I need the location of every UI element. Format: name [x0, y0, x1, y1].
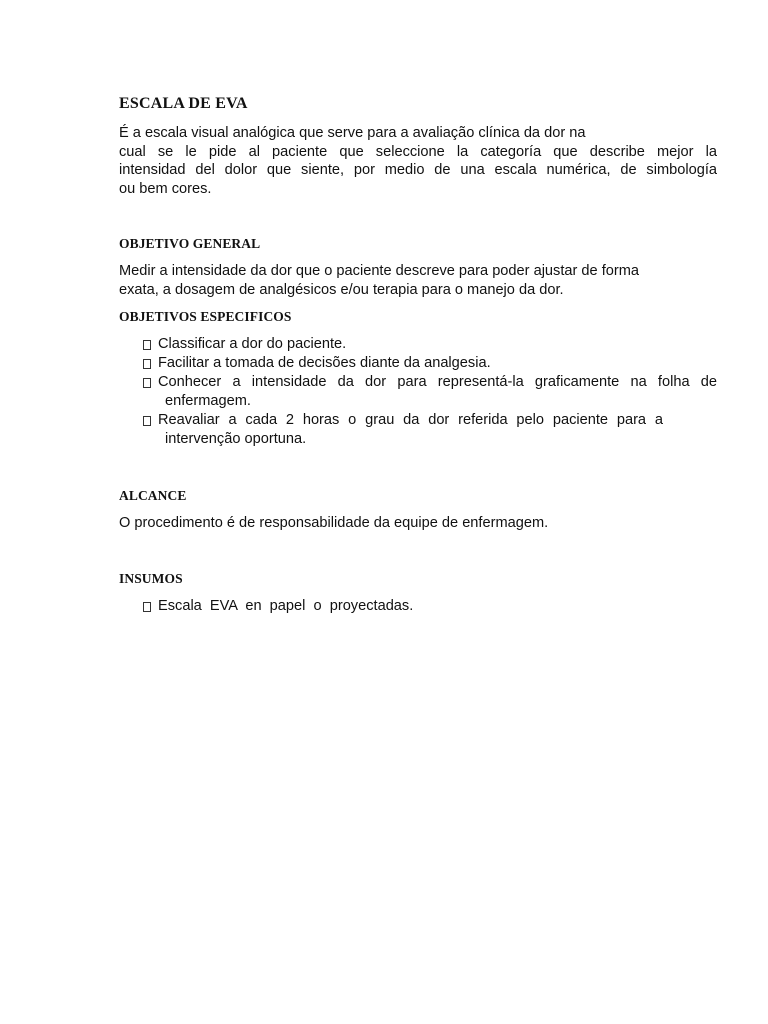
- intro-line-4: ou bem cores.: [119, 180, 212, 197]
- bullet-box-icon: [143, 378, 151, 388]
- list-item: [143, 597, 717, 616]
- list-item: [143, 411, 717, 449]
- list-item-line: enfermagem.: [165, 393, 251, 409]
- objetivos-especificos-list: [143, 335, 717, 449]
- list-item-line: Escala EVA en papel o proyectadas.: [158, 598, 414, 614]
- list-item-line: Conhecer a intensidade da dor para representá-la graficamente na folha de: [158, 374, 717, 390]
- list-item-line: Reavaliar a cada 2 horas o grau da dor referida pelo paciente para a: [158, 412, 663, 428]
- bullet-box-icon: [143, 340, 151, 350]
- objetivo-general-paragraph: [119, 262, 717, 299]
- insumos-list: [143, 597, 717, 616]
- bullet-box-icon: [143, 602, 151, 612]
- list-item-line: Classificar a dor do paciente.: [158, 336, 347, 352]
- document-title: ESCALA DE EVA: [119, 95, 248, 112]
- alcance-heading: ALCANCE: [119, 488, 187, 503]
- list-item-line: Facilitar a tomada de decisões diante da analgesia.: [158, 355, 491, 371]
- list-item: [143, 335, 717, 354]
- intro-line-2: cual se le pide al paciente que seleccione la categoría que describe mejor la: [119, 143, 717, 160]
- alcance-line: O procedimento é de responsabilidade da equipe de enfermagem.: [119, 515, 549, 531]
- objetivo-general-line-2: exata, a dosagem de analgésicos e/ou terapia para o manejo da dor.: [119, 281, 564, 298]
- list-item: [143, 373, 717, 411]
- intro-line-3: intensidad del dolor que siente, por medio de una escala numérica, de simbología: [119, 162, 717, 178]
- insumos-heading: INSUMOS: [119, 571, 183, 586]
- list-item: [143, 354, 717, 373]
- objetivo-general-heading: OBJETIVO GENERAL: [119, 236, 261, 251]
- alcance-paragraph: [119, 514, 717, 533]
- objetivo-general-line-1: Medir a intensidade da dor que o paciente descreve para poder ajustar de forma: [119, 263, 640, 279]
- bullet-box-icon: [143, 359, 151, 369]
- intro-line-1: É a escala visual analógica que serve para a avaliação clínica da dor na: [119, 125, 586, 141]
- intro-paragraph: [119, 124, 717, 198]
- objetivos-especificos-heading: OBJETIVOS ESPECIFICOS: [119, 309, 292, 324]
- list-item-line: intervenção oportuna.: [165, 431, 307, 447]
- bullet-box-icon: [143, 416, 151, 426]
